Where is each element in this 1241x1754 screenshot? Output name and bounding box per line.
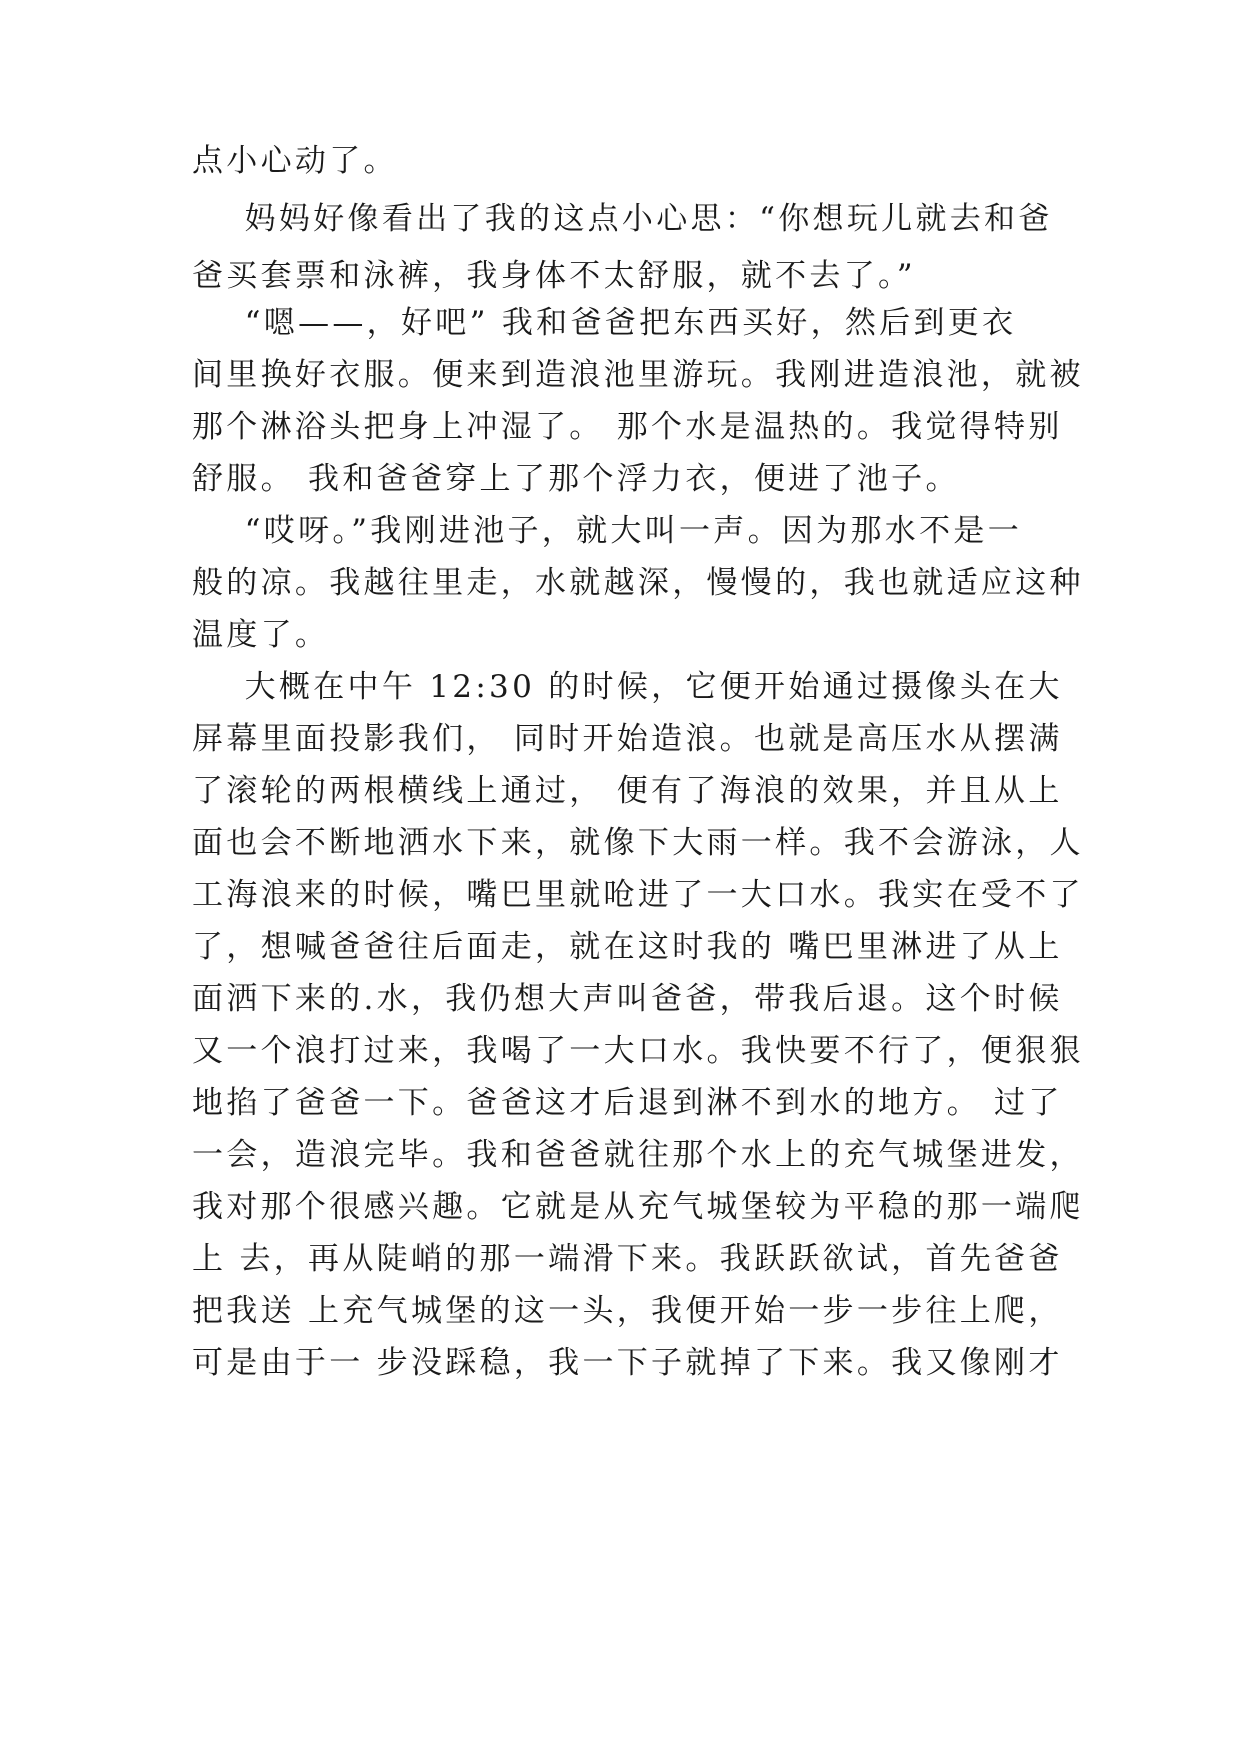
text-line: 间里换好衣服。便来到造浪池里游玩。我刚进造浪池，就被 [192, 357, 1084, 393]
text-line: 地掐了爸爸一下。爸爸这才后退到淋不到水的地方。 过了 [192, 1085, 1063, 1121]
text-line: “哎呀。”我刚进池子，就大叫一声。因为那水不是一 [192, 513, 1023, 549]
text-line: 妈妈好像看出了我的这点小心思：“你想玩儿就去和爸 [192, 201, 1053, 237]
text-line: 了，想喊爸爸往后面走，就在这时我的 嘴巴里淋进了从上 [192, 929, 1063, 965]
text-line: 把我送 上充气城堡的这一头，我便开始一步一步往上爬， [192, 1293, 1063, 1329]
text-line: 工海浪来的时候，嘴巴里就呛进了一大口水。我实在受不了 [192, 877, 1084, 913]
text-line: 屏幕里面投影我们， 同时开始造浪。也就是高压水从摆满 [192, 721, 1063, 757]
text-line: 大概在中午 12:30 的时候，它便开始通过摄像头在大 [192, 669, 1063, 705]
text-line: 面也会不断地洒水下来，就像下大雨一样。我不会游泳，人 [192, 825, 1084, 861]
text-line: 上 去，再从陡峭的那一端滑下来。我跃跃欲试，首先爸爸 [192, 1241, 1063, 1277]
text-line: 爸买套票和泳裤，我身体不太舒服，就不去了。” [192, 258, 916, 294]
text-line: 又一个浪打过来，我喝了一大口水。我快要不行了，便狠狠 [192, 1033, 1084, 1069]
text-line: 我对那个很感兴趣。它就是从充气城堡较为平稳的那一端爬 [192, 1189, 1084, 1225]
text-line: 舒服。 我和爸爸穿上了那个浮力衣，便进了池子。 [192, 461, 960, 497]
text-line: 可是由于一 步没踩稳，我一下子就掉了下来。我又像刚才 [192, 1345, 1063, 1381]
text-line: 温度了。 [192, 617, 330, 653]
text-line: 般的凉。我越往里走，水就越深，慢慢的，我也就适应这种 [192, 565, 1084, 601]
text-line: 面洒下来的.水，我仍想大声叫爸爸，带我后退。这个时候 [192, 981, 1063, 1017]
text-line: 点小心动了。 [192, 143, 398, 179]
text-line: 一会，造浪完毕。我和爸爸就往那个水上的充气城堡进发， [192, 1137, 1084, 1173]
text-line: 了滚轮的两根横线上通过， 便有了海浪的效果，并且从上 [192, 773, 1063, 809]
text-line: 那个淋浴头把身上冲湿了。 那个水是温热的。我觉得特别 [192, 409, 1063, 445]
text-line: “嗯——，好吧” 我和爸爸把东西买好，然后到更衣 [192, 305, 1017, 341]
